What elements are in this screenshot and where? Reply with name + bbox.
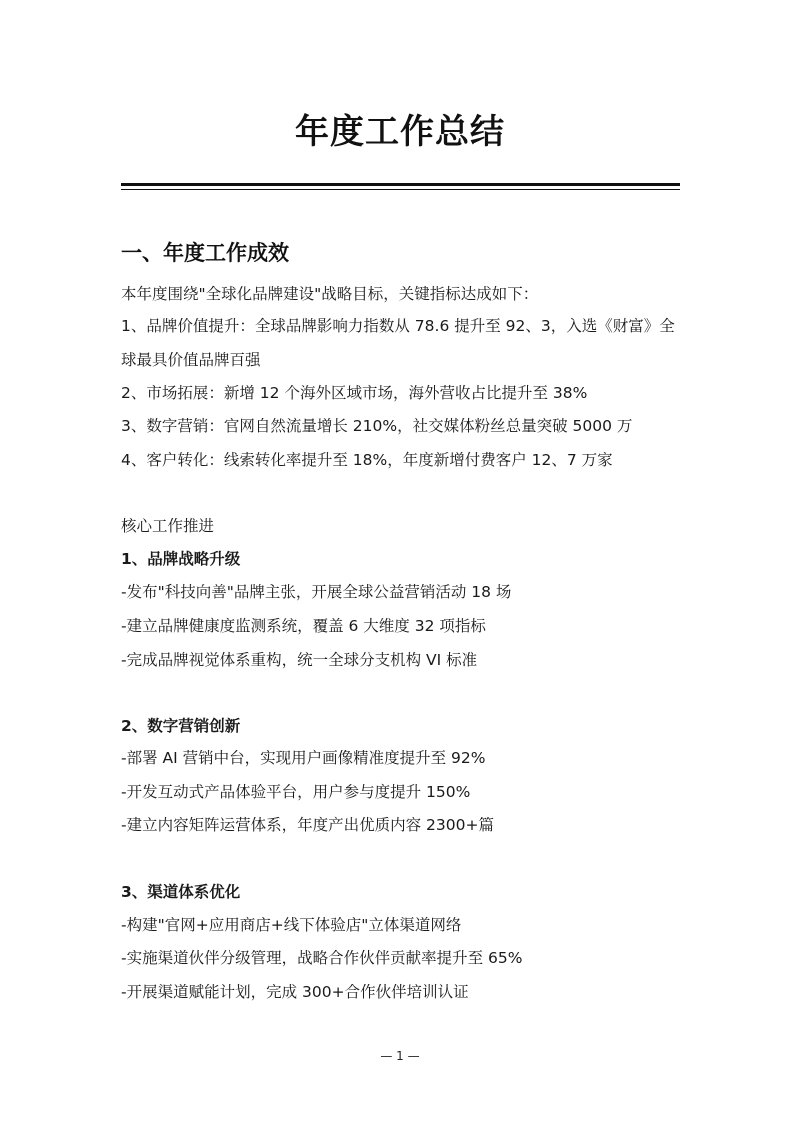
- core-work-label: 核心工作推进: [121, 517, 215, 535]
- list-item: -建立内容矩阵运营体系，年度产出优质内容 2300+篇: [121, 816, 494, 834]
- list-item: -部署 AI 营销中台，实现用户画像精准度提升至 92%: [121, 749, 486, 767]
- subsection-heading: 3、渠道体系优化: [121, 883, 241, 901]
- list-item: -实施渠道伙伴分级管理，战略合作伙伴贡献率提升至 65%: [121, 949, 523, 967]
- list-item: -建立品牌健康度监测系统，覆盖 6 大维度 32 项指标: [121, 617, 486, 635]
- list-item: -完成品牌视觉体系重构，统一全球分支机构 VI 标准: [121, 651, 478, 669]
- list-item: 2、市场拓展：新增 12 个海外区域市场，海外营收占比提升至 38%: [121, 384, 588, 402]
- list-item: 1、品牌价值提升：全球品牌影响力指数从 78.6 提升至 92、3，入选《财富》全球最具价值品牌百强: [121, 317, 675, 369]
- list-item: -开发互动式产品体验平台，用户参与度提升 150%: [121, 783, 471, 801]
- list-item: -开展渠道赋能计划，完成 300+合作伙伴培训认证: [121, 983, 469, 1001]
- list-item: 3、数字营销：官网自然流量增长 210%，社交媒体粉丝总量突破 5000 万: [121, 417, 633, 435]
- page-number: — 1 —: [380, 1049, 420, 1063]
- section-heading: 一、年度工作成效: [121, 241, 289, 265]
- title-divider-thin: [121, 189, 680, 190]
- page-title: 年度工作总结: [295, 112, 505, 152]
- section-intro: 本年度围绕"全球化品牌建设"战略目标，关键指标达成如下：: [121, 285, 539, 303]
- list-item: -发布"科技向善"品牌主张，开展全球公益营销活动 18 场: [121, 583, 512, 601]
- subsection-heading: 1、品牌战略升级: [121, 550, 241, 568]
- subsection-heading: 2、数字营销创新: [121, 717, 241, 735]
- list-item: -构建"官网+应用商店+线下体验店"立体渠道网络: [121, 916, 462, 934]
- list-item: 4、客户转化：线索转化率提升至 18%，年度新增付费客户 12、7 万家: [121, 451, 613, 469]
- title-divider-thick: [121, 183, 680, 186]
